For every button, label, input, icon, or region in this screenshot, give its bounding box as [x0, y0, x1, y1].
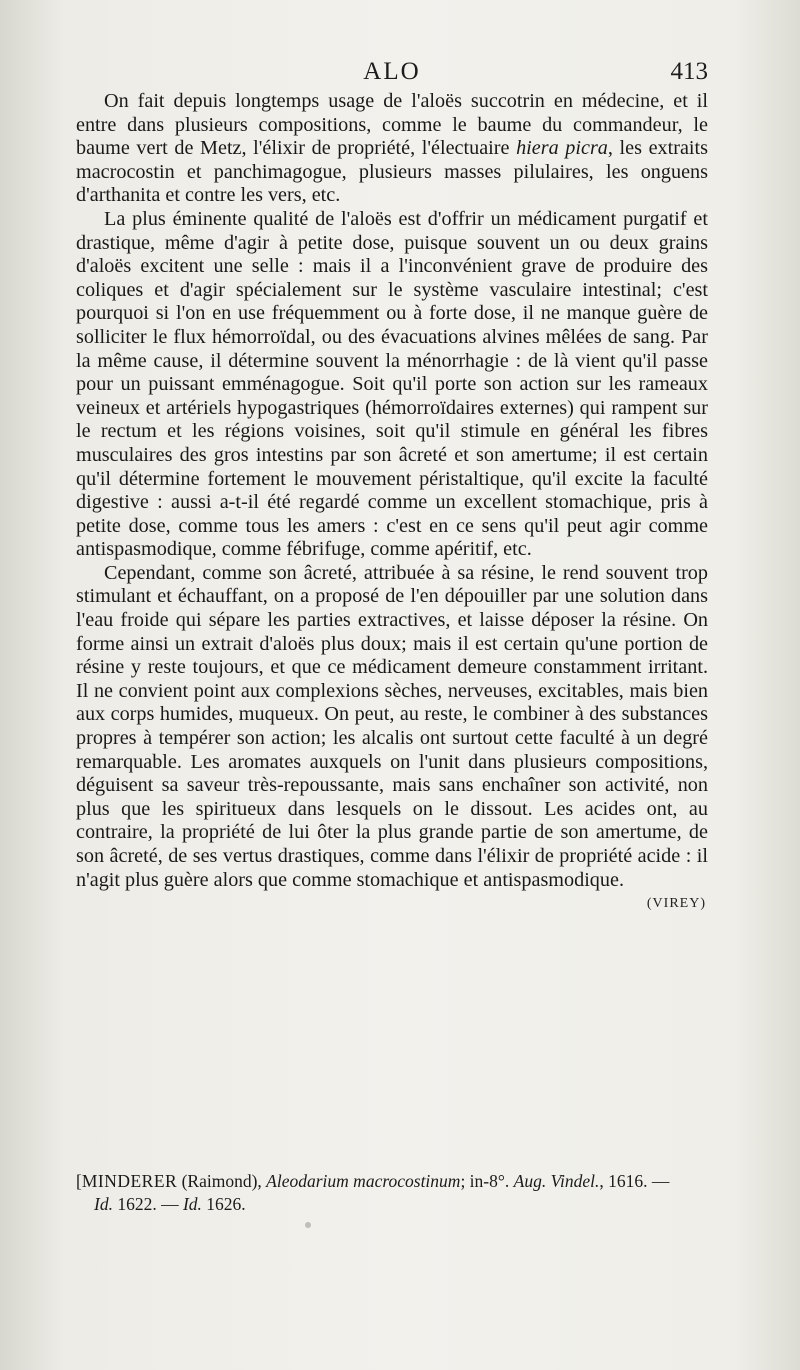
page-number: 413 [670, 58, 708, 85]
paragraph-1-italic: hiera picra [516, 137, 608, 160]
bibliography-line-1 [76, 1170, 708, 1193]
running-head: ALO [363, 58, 421, 85]
paragraph-2 [76, 208, 708, 562]
author-name: MINDERER [81, 1171, 178, 1191]
author-signature: (VIREY) [646, 896, 706, 912]
bracket: [ [76, 1171, 82, 1191]
article-body [76, 90, 708, 916]
work-title: Aleodarium macrocostinum [266, 1171, 461, 1191]
bibliography-line-2 [76, 1193, 708, 1216]
paragraph-1-text-end: , les extraits macrocostin et panchimagogue, plusieurs masses pilulaires, les onguens d'arthanita et contre les vers, etc. [76, 137, 708, 207]
year-3: 1626. [201, 1194, 246, 1214]
publication-place: Aug. Vindel. [513, 1171, 600, 1191]
year-2: 1622. — [112, 1194, 183, 1214]
paragraph-1-text: On fait depuis longtemps usage de l'aloës succotrin en médecine, et il entre dans plusieurs compositions, comme le baume du commandeur, le baume vert de Metz, l'élixir de propriété, l'électuaire [76, 90, 708, 160]
page-header [76, 58, 708, 92]
ink-speck [305, 1222, 311, 1228]
bibliography-note [76, 1170, 708, 1216]
paragraph-3-text: Cependant, comme son âcreté, attribuée à sa résine, le rend souvent trop stimulant et échauffant, on a proposé de l'en dépouiller par une solution dans l'eau froide qui sépare les parties extractives, et laisse déposer la résine. On forme ainsi un extrait d'aloës plus doux; mais il est certain qu'une portion de résine y reste toujours, et que ce médicament demeure constamment irritant. Il ne convient point aux complexions sèches, nerveuses, excitables, mais bien aux corps humides, muqueux. On peut, au reste, le combiner à des substances propres à tempérer son action; les alcalis ont surtout cette faculté à un degré remarquable. Les aromates auxquels on l'unit dans plusieurs compositions, déguisent sa saveur très-repoussante, mais sans enchaîner son activité, non plus que les spiritueux dans lesquels on le dissout. Les acides ont, au contraire, la propriété de lui ôter la plus grande partie de son amertume, de son âcreté, de ses vertus drastiques, comme dans l'élixir de propriété acide : il n'agit plus guère alors que comme stomachique et antispasmodique. [76, 561, 708, 891]
ibid-2: Id. [182, 1194, 202, 1214]
ibid-1: Id. [94, 1194, 113, 1214]
year-1: , 1616. — [599, 1171, 670, 1191]
author-first-name: (Raimond), [177, 1171, 267, 1191]
paragraph-1 [76, 90, 708, 208]
paragraph-3 [76, 562, 708, 892]
work-format: ; in-8°. [460, 1171, 514, 1191]
paragraph-2-text: La plus éminente qualité de l'aloës est d'offrir un médicament purgatif et drastique, même d'agir à petite dose, puisque souvent un ou deux grains d'aloës excitent une selle : mais il a l'inconvénient grave de produire des coliques et d'agir spécialement sur le système vasculaire intestinal; c'est pourquoi si l'on en use fréquemment ou à forte dose, il ne manque guère de solliciter le flux hémorroïdal, ou des évacuations alvines mêlées de sang. Par la même cause, il détermine souvent la ménorrhagie : de là vient qu'il passe pour un puissant emménagogue. Soit qu'il porte son action sur les rameaux veineux et artériels hypogastriques (hémorroïdaires externes) qui rampent sur le rectum et les régions voisines, soit qu'il stimule en général les fibres musculaires des gros intestins par son âcreté et son amertume; il est certain qu'il détermine fortement le mouvement péristaltique, qu'il excite la faculté digestive : aussi a-t-il été regardé comme un excellent stomachique, pris à petite dose, comme tous les amers : c'est en ce sens qu'il peut agir comme antispasmodique, comme fébrifuge, comme apéritif, etc. [76, 207, 708, 561]
